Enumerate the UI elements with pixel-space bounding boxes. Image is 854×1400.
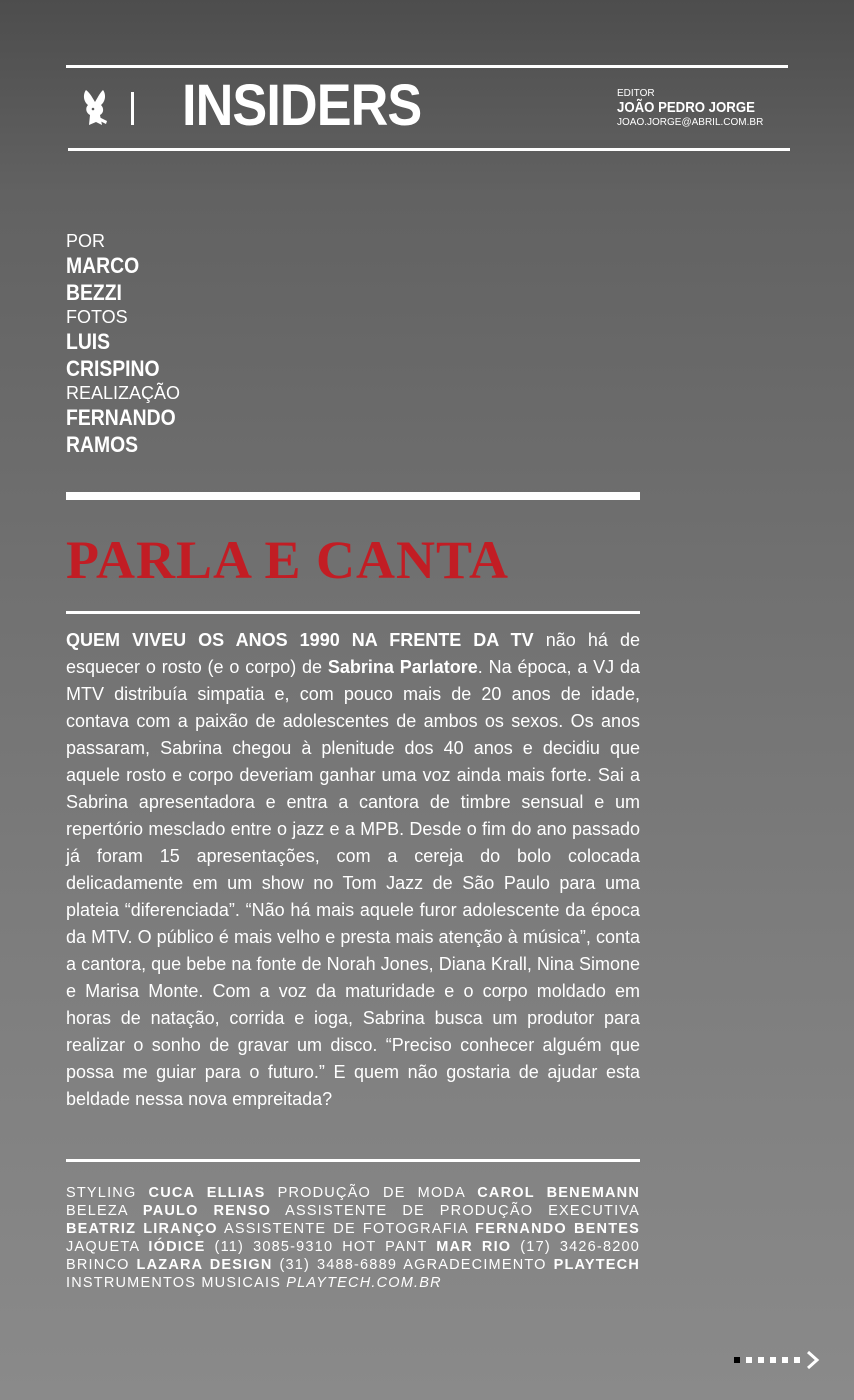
thanks-name: PLAYTECH bbox=[553, 1257, 640, 1273]
producer-name-line1: FERNANDO bbox=[66, 405, 176, 430]
earring-phone: (31) 3488-6889 AGRADECIMENTO bbox=[272, 1257, 554, 1273]
production-credits bbox=[66, 1184, 640, 1292]
section-title: INSIDERS bbox=[182, 73, 422, 138]
photographer-name-line1: LUIS bbox=[66, 329, 111, 354]
body-bottom-rule bbox=[66, 1159, 640, 1162]
beauty-label: BELEZA bbox=[66, 1203, 143, 1219]
jacket-phone: (11) 3085-9310 HOT PANT bbox=[205, 1239, 437, 1255]
photographer-name-line2: CRISPINO bbox=[66, 356, 160, 381]
beauty-name: PAULO RENSO bbox=[142, 1203, 272, 1219]
header-separator bbox=[131, 92, 134, 125]
body-text-2: . Na época, a VJ da MTV distribuía simpatia e, com pouco mais de 20 anos de idade, contava com a paixão de adolescentes de ambos os sexos. Os anos passaram, Sabrina chegou à plenitude dos 40 anos e decidiu que aquele rosto e corpo deveriam ganhar uma voz ainda mais forte. Sai a Sabrina apresentadora e entra a cantora de timbre sensual e um repertório mesclado entre o jazz e a MPB. Desde o fim do ano passado já foram 15 apresentações, com a cereja do bolo colocada delicadamente em um show no Tom Jazz de São Paulo para uma plateia “diferenciada”. “Não há mais aquele furor adolescente da época da MTV. O público é mais velho e presta mais atenção à música”, conta a cantora, que bebe na fonte de Norah Jones, Diana Krall, Nina Simone e Marisa Monte. Com a voz da maturidade e o corpo moldado em horas de natação, corrida e ioga, Sabrina busca um produtor para realizar o sonho de gravar um disco. “Preciso conhecer alguém que possa me guiar para o futuro.” E quem não gostaria de ajudar esta beldade nessa nova empreitada? bbox=[66, 657, 641, 1109]
dotted-arrow-right-icon[interactable] bbox=[732, 1349, 822, 1371]
article-body bbox=[66, 627, 640, 1113]
lead-in: QUEM VIVEU OS ANOS 1990 NA FRENTE DA TV bbox=[66, 630, 534, 650]
fashion-label: PRODUÇÃO DE MODA bbox=[265, 1185, 478, 1201]
styling-name: CUCA ELLIAS bbox=[148, 1185, 266, 1201]
editor-label: EDITOR bbox=[617, 88, 655, 99]
editor-email: JOAO.JORGE@ABRIL.COM.BR bbox=[617, 117, 764, 128]
thanks-label: INSTRUMENTOS MUSICAIS bbox=[66, 1275, 287, 1291]
photo-assist-name: FERNANDO BENTES bbox=[475, 1221, 640, 1237]
hotpant-phone: (17) 3426-8200 BRINCO bbox=[66, 1239, 641, 1273]
editor-name: JOÃO PEDRO JORGE bbox=[617, 99, 755, 116]
earring-brand: LAZARA DESIGN bbox=[136, 1257, 273, 1273]
hotpant-brand: MAR RIO bbox=[436, 1239, 512, 1255]
photo-assist-label: ASSISTENTE DE FOTOGRAFIA bbox=[217, 1221, 476, 1237]
jacket-brand: IÓDICE bbox=[148, 1239, 206, 1255]
body-top-rule bbox=[66, 611, 640, 614]
subject-name: Sabrina Parlatore bbox=[327, 657, 478, 677]
headline-top-rule bbox=[66, 492, 640, 500]
production-label: REALIZAÇÃO bbox=[66, 383, 181, 403]
exec-name: BEATRIZ LIRANÇO bbox=[66, 1221, 218, 1237]
styling-label: STYLING bbox=[66, 1185, 149, 1201]
header-bottom-rule bbox=[68, 148, 790, 151]
editor-block bbox=[617, 89, 774, 128]
playboy-bunny-icon bbox=[80, 88, 110, 128]
author-name-line1: MARCO bbox=[66, 253, 140, 278]
photos-label: FOTOS bbox=[66, 307, 128, 327]
by-label: POR bbox=[66, 231, 106, 251]
thanks-url: PLAYTECH.COM.BR bbox=[286, 1275, 442, 1291]
exec-label: ASSISTENTE DE PRODUÇÃO EXECUTIVA bbox=[271, 1203, 640, 1219]
body-text-1: não há de esquecer o rosto (e o corpo) de bbox=[66, 630, 640, 677]
producer-name-line2: RAMOS bbox=[66, 432, 139, 457]
jacket-label: JAQUETA bbox=[66, 1239, 149, 1255]
author-name-line2: BEZZI bbox=[66, 280, 122, 305]
header-top-rule bbox=[66, 65, 788, 68]
article-credits bbox=[66, 230, 191, 458]
article-headline: PARLA E CANTA bbox=[66, 530, 510, 590]
fashion-name: CAROL BENEMANN bbox=[477, 1185, 641, 1201]
